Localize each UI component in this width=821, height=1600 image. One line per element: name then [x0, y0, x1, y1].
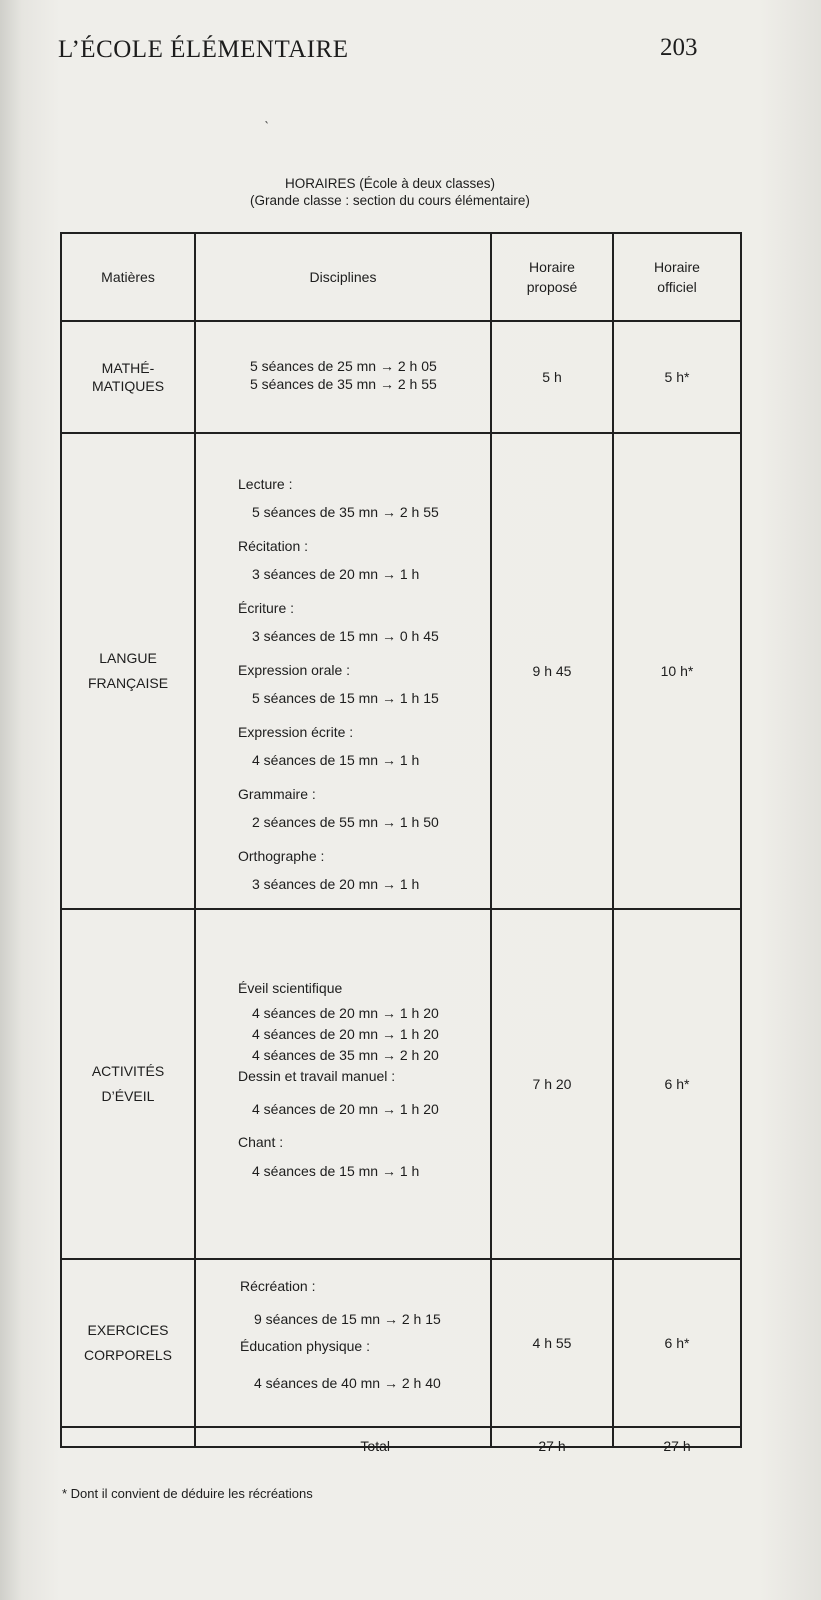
- discipline-label: Récitation :: [238, 538, 309, 554]
- session-line: 9 séances de 15 mn → 2 h 15: [254, 1311, 441, 1327]
- session-line: 3 séances de 15 mn → 0 h 45: [252, 628, 439, 644]
- matiere-langue-francaise: LANGUE FRANÇAISE: [87, 650, 169, 691]
- discipline-label: Chant :: [238, 1134, 284, 1150]
- disciplines-mathematiques: [250, 357, 437, 393]
- total-horaire-officiel: 27 h: [663, 1438, 691, 1454]
- stray-mark: ˋ: [264, 120, 270, 137]
- horaire-officiel-exercices-corporels: 6 h*: [664, 1335, 690, 1351]
- session-line: 4 séances de 20 mn → 1 h 20: [252, 1005, 439, 1021]
- session-line: 4 séances de 20 mn → 1 h 20: [252, 1026, 439, 1042]
- session-line: 4 séances de 35 mn → 2 h 20: [252, 1047, 439, 1063]
- horaire-propose-mathematiques: 5 h: [542, 369, 562, 385]
- session-line: 5 séances de 35 mn → 2 h 55: [250, 376, 437, 392]
- session-line: 4 séances de 15 mn → 1 h: [252, 1163, 420, 1179]
- discipline-label: Éducation physique :: [240, 1338, 370, 1354]
- discipline-label: Éveil scientifique: [238, 980, 343, 996]
- discipline-label: Grammaire :: [238, 786, 316, 802]
- matiere-activites-eveil: ACTIVITÉS D’ÉVEIL: [91, 1063, 165, 1104]
- total-label: Total: [360, 1438, 390, 1454]
- schedule-table: [60, 232, 742, 1454]
- discipline-label: Récréation :: [240, 1278, 316, 1294]
- horaire-officiel-mathematiques: 5 h*: [664, 369, 690, 385]
- column-header-matieres: Matières: [101, 269, 155, 285]
- page-number: 203: [660, 34, 698, 61]
- running-head: L’ÉCOLE ÉLÉMENTAIRE: [58, 36, 349, 63]
- discipline-label: Écriture :: [238, 600, 295, 616]
- discipline-label: Lecture :: [238, 476, 293, 492]
- session-line: 4 séances de 15 mn → 1 h: [252, 752, 420, 768]
- session-line: 4 séances de 40 mn → 2 h 40: [254, 1375, 441, 1391]
- horaire-officiel-langue-francaise: 10 h*: [660, 663, 694, 679]
- session-line: 3 séances de 20 mn → 1 h: [252, 876, 420, 892]
- horaire-propose-exercices-corporels: 4 h 55: [532, 1335, 572, 1351]
- discipline-label: Expression écrite :: [238, 724, 354, 740]
- column-header-disciplines: Disciplines: [309, 269, 377, 285]
- session-line: 5 séances de 15 mn → 1 h 15: [252, 690, 439, 706]
- horaire-officiel-activites-eveil: 6 h*: [664, 1076, 690, 1092]
- discipline-label: Expression orale :: [238, 662, 351, 678]
- disciplines-exercices-corporels: [240, 1276, 441, 1394]
- disciplines-langue-francaise: [238, 470, 439, 898]
- session-line: 4 séances de 20 mn → 1 h 20: [252, 1101, 439, 1117]
- matiere-mathematiques: MATHÉ- MATIQUES: [91, 360, 165, 394]
- session-line: 2 séances de 55 mn → 1 h 50: [252, 814, 439, 830]
- session-line: 3 séances de 20 mn → 1 h: [252, 566, 420, 582]
- disciplines-activites-eveil: [238, 978, 439, 1182]
- discipline-label: Dessin et travail manuel :: [238, 1068, 396, 1084]
- caption-title: HORAIRES (École à deux classes): [284, 176, 496, 191]
- session-line: 5 séances de 35 mn → 2 h 55: [252, 504, 439, 520]
- horaire-propose-activites-eveil: 7 h 20: [532, 1076, 572, 1092]
- column-header-horaire-propose: Horaire proposé: [526, 259, 578, 295]
- horaire-propose-langue-francaise: 9 h 45: [532, 663, 572, 679]
- total-horaire-propose: 27 h: [538, 1438, 566, 1454]
- footnote: * Dont il convient de déduire les récréations: [62, 1486, 313, 1501]
- matiere-exercices-corporels: EXERCICES CORPORELS: [84, 1322, 172, 1363]
- table-caption: [230, 175, 550, 209]
- caption-subtitle: (Grande classe : section du cours élémentaire): [250, 193, 530, 208]
- discipline-label: Orthographe :: [238, 848, 325, 864]
- column-divider: [194, 234, 196, 1446]
- session-line: 5 séances de 25 mn → 2 h 05: [250, 358, 437, 374]
- column-header-horaire-officiel: Horaire officiel: [654, 259, 700, 295]
